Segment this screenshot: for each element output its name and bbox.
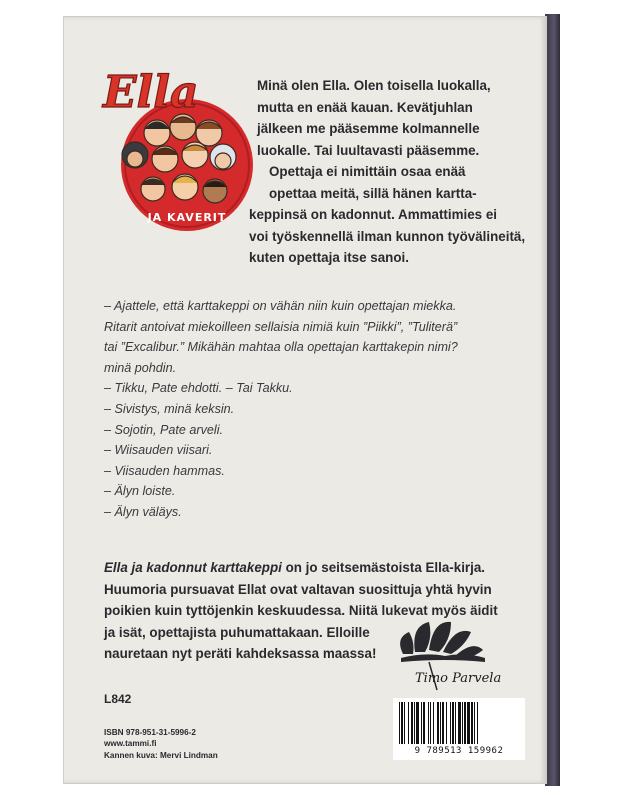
tammi-leaf-icon — [400, 622, 485, 662]
book-spine — [545, 14, 560, 786]
isbn: ISBN 978-951-31-5996-2 — [104, 728, 196, 737]
blurb-line: ja isät, opettajista puhumattakaan. Elloille — [104, 624, 370, 640]
intro-paragraph — [249, 75, 526, 269]
blurb-line-1 — [104, 557, 524, 579]
book-metadata — [104, 727, 218, 761]
author-signature: Timo Parvela — [415, 671, 502, 686]
product-code: L842 — [104, 692, 132, 706]
cover-credit: Kannen kuva: Mervi Lindman — [104, 750, 218, 760]
intro-line: mutta en enää kauan. Kevätjuhlan — [257, 99, 473, 115]
intro-line: Opettaja ei nimittäin osaa enää — [269, 164, 466, 179]
logo-subtitle: JA KAVERIT — [147, 211, 227, 224]
dialogue-line: – Tikku, Pate ehdotti. – Tai Takku. — [104, 381, 293, 396]
dialogue-line: tai ”Excalibur.” Mikähän mahtaa olla opettajan karttakepin nimi? — [104, 340, 458, 355]
dialogue-line: – Ajattele, että karttakeppi on vähän niin kuin opettajan miekka. — [104, 299, 457, 313]
dialogue-excerpt — [104, 296, 524, 523]
blurb-line: Huumoria pursuavat Ellat ovat valtavan suosittuja yhtä hyvin — [104, 581, 492, 597]
dialogue-line: – Wiisauden viisari. — [104, 443, 213, 458]
publisher-website: www.tammi.fi — [104, 739, 157, 749]
blurb-line-1-rest: on jo seitsemästoista Ella-kirja. — [281, 560, 486, 575]
blurb-line: nauretaan nyt peräti kahdeksassa maassa! — [104, 646, 377, 661]
dialogue-line: minä pohdin. — [104, 360, 177, 375]
intro-line: opettaa meitä, sillä hänen kartta- — [269, 185, 477, 201]
intro-line: voi työskennellä ilman kunnon työvälineitä, — [249, 228, 526, 244]
dialogue-line: – Sojotin, Pate arveli. — [104, 422, 224, 437]
barcode-number: 9 789513 159962 — [414, 746, 504, 756]
intro-line: keppinsä on kadonnut. Ammattimies ei — [249, 207, 498, 222]
intro-line: luokalle. Tai luultavasti pääsemme. — [257, 142, 480, 158]
dialogue-line: – Sivistys, minä keksin. — [104, 401, 235, 416]
logo-title: Ella — [103, 67, 199, 118]
intro-line: Minä olen Ella. Olen toisella luokalla, — [257, 78, 491, 93]
dialogue-line: Ritarit antoivat miekoilleen sellaisia nimiä kuin ”Piikki”, ”Tuliterä” — [104, 319, 458, 334]
book-title: Ella ja kadonnut karttakeppi — [104, 560, 282, 575]
intro-line: kuten opettaja itse sanoi. — [249, 250, 409, 265]
publisher-logo-and-signature — [385, 612, 505, 692]
intro-line: jälkeen me pääsemme kolmannelle — [257, 121, 480, 136]
dialogue-line: – Viisauden hammas. — [104, 463, 225, 478]
dialogue-line: – Älyn väläys. — [104, 504, 182, 519]
blurb-line: poikien kuin tyttöjenkin keskuudessa. Niitä lukevat myös äidit — [104, 603, 498, 618]
ella-ja-kaverit-logo — [95, 55, 260, 235]
dialogue-line: – Älyn loiste. — [104, 484, 176, 499]
